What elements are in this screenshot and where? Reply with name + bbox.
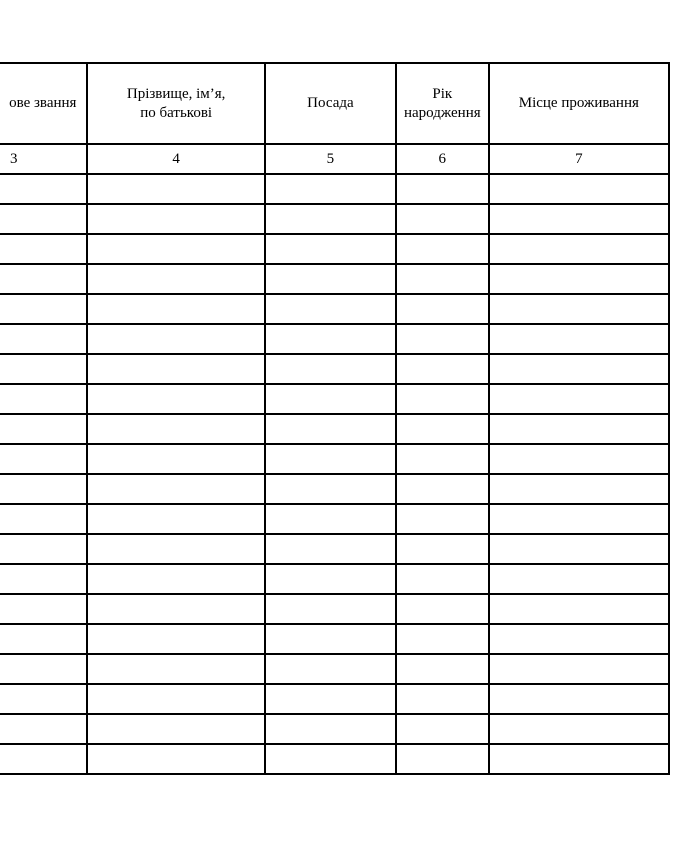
residence-cell[interactable] <box>489 384 669 414</box>
rank-cell[interactable] <box>0 294 87 324</box>
position-cell[interactable] <box>265 714 396 744</box>
position-cell[interactable] <box>265 594 396 624</box>
table-row <box>0 474 669 504</box>
rank-cell[interactable] <box>0 324 87 354</box>
position-cell[interactable] <box>265 294 396 324</box>
rank-cell[interactable] <box>0 744 87 774</box>
position-cell[interactable] <box>265 564 396 594</box>
position-cell[interactable] <box>265 534 396 564</box>
full-name-cell[interactable] <box>87 384 264 414</box>
residence-cell[interactable] <box>489 474 669 504</box>
position-cell[interactable] <box>265 204 396 234</box>
residence-cell[interactable] <box>489 564 669 594</box>
position-cell[interactable] <box>265 234 396 264</box>
rank-cell[interactable] <box>0 204 87 234</box>
rank-cell[interactable] <box>0 564 87 594</box>
header-full-name-label: Прізвище, ім’я, по батькові <box>126 85 226 121</box>
residence-cell[interactable] <box>489 324 669 354</box>
table-row <box>0 624 669 654</box>
full-name-cell[interactable] <box>87 654 264 684</box>
rank-cell[interactable] <box>0 384 87 414</box>
column-number-5: 5 <box>265 144 396 174</box>
table-row <box>0 654 669 684</box>
table-row <box>0 234 669 264</box>
position-cell[interactable] <box>265 174 396 204</box>
full-name-cell[interactable] <box>87 234 264 264</box>
position-cell[interactable] <box>265 324 396 354</box>
rank-cell[interactable] <box>0 684 87 714</box>
column-number-cell <box>0 144 87 174</box>
birth-year-cell[interactable] <box>396 294 489 324</box>
residence-cell[interactable] <box>489 684 669 714</box>
birth-year-cell[interactable] <box>396 624 489 654</box>
header-birth-year-label: Рік народження <box>403 85 481 121</box>
residence-cell[interactable] <box>489 354 669 384</box>
header-position-label: Посада <box>307 95 354 111</box>
table-row <box>0 684 669 714</box>
full-name-cell[interactable] <box>87 624 264 654</box>
full-name-cell[interactable] <box>87 564 264 594</box>
position-cell[interactable] <box>265 444 396 474</box>
table-header-row <box>0 63 669 144</box>
residence-cell[interactable] <box>489 534 669 564</box>
residence-cell[interactable] <box>489 504 669 534</box>
header-birth-year <box>396 63 489 144</box>
table-row <box>0 294 669 324</box>
header-position <box>265 63 396 144</box>
column-number-3: 3 <box>9 150 18 167</box>
rank-cell[interactable] <box>0 504 87 534</box>
rank-cell[interactable] <box>0 534 87 564</box>
birth-year-cell[interactable] <box>396 744 489 774</box>
full-name-cell[interactable] <box>87 474 264 504</box>
rank-cell[interactable] <box>0 234 87 264</box>
residence-cell[interactable] <box>489 264 669 294</box>
birth-year-cell[interactable] <box>396 654 489 684</box>
position-cell[interactable] <box>265 474 396 504</box>
residence-cell[interactable] <box>489 744 669 774</box>
header-residence-label: Місце проживання <box>518 95 639 111</box>
full-name-cell[interactable] <box>87 294 264 324</box>
table-row <box>0 444 669 474</box>
birth-year-cell[interactable] <box>396 384 489 414</box>
table-row <box>0 264 669 294</box>
birth-year-cell[interactable] <box>396 594 489 624</box>
position-cell[interactable] <box>265 384 396 414</box>
birth-year-cell[interactable] <box>396 174 489 204</box>
rank-cell[interactable] <box>0 444 87 474</box>
full-name-cell[interactable] <box>87 534 264 564</box>
full-name-cell[interactable] <box>87 174 264 204</box>
full-name-cell[interactable] <box>87 354 264 384</box>
birth-year-cell[interactable] <box>396 534 489 564</box>
rank-cell[interactable] <box>0 594 87 624</box>
table-row <box>0 714 669 744</box>
table-row <box>0 414 669 444</box>
full-name-cell[interactable] <box>87 324 264 354</box>
table-row <box>0 384 669 414</box>
residence-cell[interactable] <box>489 594 669 624</box>
table-row <box>0 204 669 234</box>
table-row <box>0 594 669 624</box>
full-name-cell[interactable] <box>87 444 264 474</box>
position-cell[interactable] <box>265 504 396 534</box>
column-number-7: 7 <box>489 144 669 174</box>
table-row <box>0 174 669 204</box>
full-name-cell[interactable] <box>87 594 264 624</box>
full-name-cell[interactable] <box>87 714 264 744</box>
birth-year-cell[interactable] <box>396 414 489 444</box>
rank-cell[interactable] <box>0 174 87 204</box>
birth-year-cell[interactable] <box>396 354 489 384</box>
rank-cell[interactable] <box>0 654 87 684</box>
position-cell[interactable] <box>265 624 396 654</box>
birth-year-cell[interactable] <box>396 204 489 234</box>
birth-year-cell[interactable] <box>396 324 489 354</box>
position-cell[interactable] <box>265 414 396 444</box>
personnel-register-table <box>0 62 670 775</box>
residence-cell[interactable] <box>489 204 669 234</box>
residence-cell[interactable] <box>489 654 669 684</box>
table-row <box>0 324 669 354</box>
birth-year-cell[interactable] <box>396 474 489 504</box>
birth-year-cell[interactable] <box>396 504 489 534</box>
birth-year-cell[interactable] <box>396 714 489 744</box>
full-name-cell[interactable] <box>87 204 264 234</box>
rank-cell[interactable] <box>0 354 87 384</box>
table-row <box>0 534 669 564</box>
birth-year-cell[interactable] <box>396 564 489 594</box>
rank-cell[interactable] <box>0 624 87 654</box>
full-name-cell[interactable] <box>87 264 264 294</box>
residence-cell[interactable] <box>489 444 669 474</box>
table-row <box>0 564 669 594</box>
header-rank-label: ове звання <box>9 95 77 111</box>
full-name-cell[interactable] <box>87 744 264 774</box>
rank-cell[interactable] <box>0 714 87 744</box>
full-name-cell[interactable] <box>87 414 264 444</box>
birth-year-cell[interactable] <box>396 264 489 294</box>
position-cell[interactable] <box>265 264 396 294</box>
position-cell[interactable] <box>265 654 396 684</box>
residence-cell[interactable] <box>489 294 669 324</box>
residence-cell[interactable] <box>489 414 669 444</box>
column-number-row <box>0 144 669 174</box>
birth-year-cell[interactable] <box>396 234 489 264</box>
table-row <box>0 354 669 384</box>
full-name-cell[interactable] <box>87 684 264 714</box>
residence-cell[interactable] <box>489 714 669 744</box>
residence-cell[interactable] <box>489 624 669 654</box>
header-residence <box>489 63 669 144</box>
rank-cell[interactable] <box>0 414 87 444</box>
birth-year-cell[interactable] <box>396 684 489 714</box>
residence-cell[interactable] <box>489 234 669 264</box>
column-number-4: 4 <box>87 144 264 174</box>
position-cell[interactable] <box>265 684 396 714</box>
rank-cell[interactable] <box>0 474 87 504</box>
position-cell[interactable] <box>265 744 396 774</box>
header-rank <box>0 63 87 144</box>
column-number-6: 6 <box>396 144 489 174</box>
rank-cell[interactable] <box>0 264 87 294</box>
full-name-cell[interactable] <box>87 504 264 534</box>
position-cell[interactable] <box>265 354 396 384</box>
residence-cell[interactable] <box>489 174 669 204</box>
table-row <box>0 504 669 534</box>
header-full-name <box>87 63 264 144</box>
birth-year-cell[interactable] <box>396 444 489 474</box>
table-row <box>0 744 669 774</box>
